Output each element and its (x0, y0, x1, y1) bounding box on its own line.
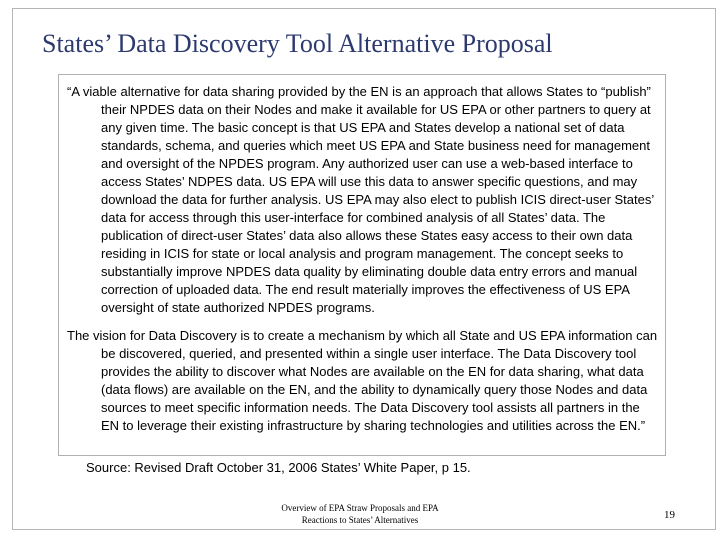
page-number: 19 (664, 509, 675, 521)
slide-title: States’ Data Discovery Tool Alternative Proposal (42, 29, 553, 58)
footer-line-2: Reactions to States’ Alternatives (301, 515, 419, 525)
quote-box (58, 74, 666, 456)
source-citation: Source: Revised Draft October 31, 2006 States’ White Paper, p 15. (86, 460, 471, 475)
slide-footer (200, 502, 520, 526)
footer-line-1: Overview of EPA Straw Proposals and EPA (281, 503, 439, 513)
quote-paragraph-1: “A viable alternative for data sharing provided by the EN is an approach that allows States to “publish” their NPDES data on their Nodes and make it available for US EPA or other partners to query at any given time. The basic concept is that US EPA and States develop a national set of data standards, schema, and queries which meet US EPA and State business need for management and oversight of the NPDES program. Any authorized user can use a web-based interface to access States’ NDPES data. US EPA will use this data to answer specific questions, and may download the data for further analysis. US EPA may also elect to publish ICIS direct-user States’ data for access through this user-interface for combined analysis of all States’ data. The publication of direct-user States’ data also allows these States easy access to their own data residing in ICIS for state or local analysis and program management. The concept seeks to substantially improve NPDES data quality by eliminating double data entry errors and manual correction of uploaded data. The end result materially improves the effectiveness of US EPA oversight of state authorized NPDES programs. (67, 84, 654, 315)
quote-paragraph-2: The vision for Data Discovery is to create a mechanism by which all State and US EPA information can be discovered, queried, and presented within a single user interface. The Data Discovery tool provides the ability to discover what Nodes are available on the EN for data sharing, what data (data flows) are available on the EN, and the ability to dynamically query those Nodes and data sources to meet specific information needs. The Data Discovery tool assists all partners in the EN to leverage their existing infrastructure by sharing technologies and utilities across the EN.” (67, 328, 658, 433)
